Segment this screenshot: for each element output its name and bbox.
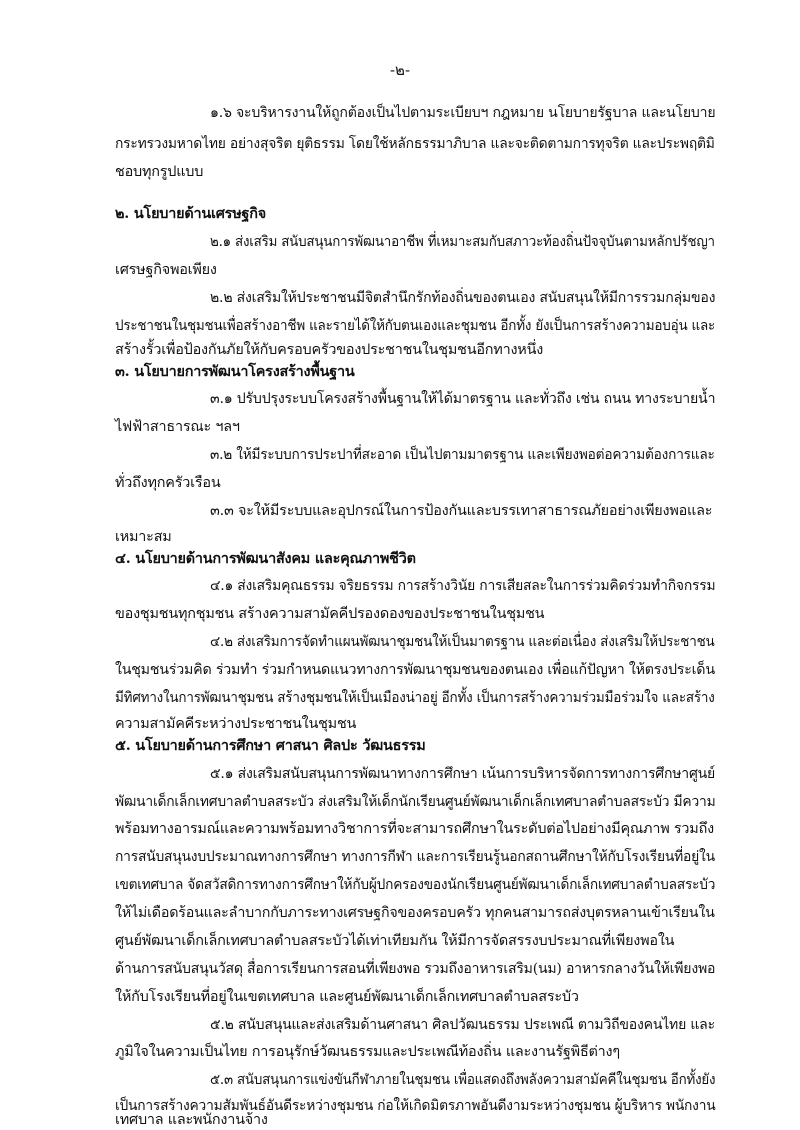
para-1-6-line-2: กระทรวงมหาดไทย อย่างสุจริต ยุติธรรม โดยใช้หลักธรรมาภิบาล และจะติดตามการทุจริต และประพฤติมิ: [115, 136, 715, 152]
para-4-2-line-1: ๔.๒ ส่งเสริมการจัดทำแผนพัฒนาชุมชนให้เป็นมาตรฐาน และต่อเนื่อง ส่งเสริมให้ประชาชน: [210, 634, 715, 650]
heading-infrastructure-policy: ๓. นโยบายการพัฒนาโครงสร้างพื้นฐาน: [115, 363, 355, 380]
para-4-1-line-2: ของชุมชนทุกชุมชน สร้างความสามัคคีปรองดองของประชาชนในชุมชน: [115, 606, 545, 622]
para-5-1-line-8: ด้านการสนับสนุนวัสดุ สื่อการเรียนการสอนที่เพียงพอ รวมถึงอาหารเสริม(นม) อาหารกลางวันให้เพียงพอ: [115, 961, 716, 977]
heading-social-policy: ๔. นโยบายด้านการพัฒนาสังคม และคุณภาพชีวิต: [115, 550, 416, 567]
para-2-2-line-1: ๒.๒ ส่งเสริมให้ประชาชนมีจิตสำนึกรักท้องถิ่นของตนเอง สนับสนุนให้มีการรวมกลุ่มของ: [210, 290, 716, 306]
para-3-2-line-1: ๓.๒ ให้มีระบบการประปาที่สะอาด เป็นไปตามมาตรฐาน และเพียงพอต่อความต้องการและ: [210, 447, 715, 463]
para-5-1-line-6: ให้ไม่เดือดร้อนและลำบากกับภาระทางเศรษฐกิจของครอบครัว ทุกคนสามารถส่งบุตรหลานเข้าเรียนใน: [115, 905, 715, 921]
para-3-1-line-2: ไฟฟ้าสาธารณะ ฯลฯ: [115, 419, 240, 435]
para-5-2-line-2: ภูมิใจในความเป็นไทย การอนุรักษ์วัฒนธรรมและประเพณีท้องถิ่น และงานรัฐพิธีต่างๆ: [115, 1044, 620, 1060]
para-5-1-line-9: ให้กับโรงเรียนที่อยู่ในเขตเทศบาล และศูนย์พัฒนาเด็กเล็กเทศบาลตำบลสระบัว: [115, 989, 579, 1005]
para-4-2-line-2: ในชุมชนร่วมคิด ร่วมทำ ร่วมกำหนดแนวทางการพัฒนาชุมชนของตนเอง เพื่อแก้ปัญหา ให้ตรงประเด็น: [115, 662, 715, 678]
para-3-1-line-1: ๓.๑ ปรับปรุงระบบโครงสร้างพื้นฐานให้ได้มาตรฐาน และทั่วถึง เช่น ถนน ทางระบายน้ำ: [210, 391, 716, 407]
para-5-1-line-7: ศูนย์พัฒนาเด็กเล็กเทศบาลตำบลสระบัวได้เท่าเทียมกัน ให้มีการจัดสรรงบประมาณที่เพียงพอใน: [115, 933, 675, 949]
para-5-3-line-2: เป็นการสร้างความสัมพันธ์อันดีระหว่างชุมชน ก่อให้เกิดมิตรภาพอันดีงามระหว่างชุมชน ผู้บริหาร พนักงาน: [115, 1098, 716, 1114]
para-5-1-line-4: การสนับสนุนงบประมาณทางการศึกษา ทางการกีฬา และการเรียนรู้นอกสถานศึกษาให้กับโรงเรียนที่อยู่ใน: [115, 849, 715, 865]
heading-education-policy: ๕. นโยบายด้านการศึกษา ศาสนา ศิลปะ วัฒนธรรม: [115, 737, 426, 754]
para-1-6-line-1: ๑.๖ จะบริหารงานให้ถูกต้องเป็นไปตามระเบียบฯ กฎหมาย นโยบายรัฐบาล และนโยบาย: [210, 105, 716, 121]
para-2-1-line-2: เศรษฐกิจพอเพียง: [115, 262, 217, 278]
para-4-2-line-3: มีทิศทางในการพัฒนาชุมชน สร้างชุมชนให้เป็นเมืองน่าอยู่ อีกทั้ง เป็นการสร้างความร่วมมือร่วมใจ และสร้าง: [115, 690, 715, 706]
para-5-1-line-5: เขตเทศบาล จัดสวัสดิการทางการศึกษาให้กับผู้ปกครองของนักเรียนศูนย์พัฒนาเด็กเล็กเทศบาลตำบลสระบัว: [115, 877, 716, 893]
heading-economic-policy: ๒. นโยบายด้านเศรษฐกิจ: [115, 205, 266, 222]
para-3-2-line-2: ทั่วถึงทุกครัวเรือน: [115, 475, 221, 491]
para-2-1-line-1: ๒.๑ ส่งเสริม สนับสนุนการพัฒนาอาชีพ ที่เหมาะสมกับสภาวะท้องถิ่นปัจจุบันตามหลักปรัชญา: [210, 234, 715, 250]
para-2-2-line-3: สร้างรั้วเพื่อป้องกันภัยให้กับครอบครัวของประชาชนในชุมชนอีกทางหนึ่ง: [115, 342, 544, 358]
para-4-1-line-1: ๔.๑ ส่งเสริมคุณธรรม จริยธรรม การสร้างวินัย การเสียสละในการร่วมคิดร่วมทำกิจกรรม: [210, 578, 716, 594]
para-4-2-line-4: ความสามัคคีระหว่างประชาชนในชุมชน: [115, 716, 357, 732]
para-3-3-line-1: ๓.๓ จะให้มีระบบและอุปกรณ์ในการป้องกันและบรรเทาสาธารณภัยอย่างเพียงพอและ: [210, 503, 713, 519]
para-5-1-line-2: พัฒนาเด็กเล็กเทศบาลตำบลสระบัว ส่งเสริมให้เด็กนักเรียนศูนย์พัฒนาเด็กเล็กเทศบาลตำบลสระบัว มีความ: [115, 794, 716, 810]
para-5-2-line-1: ๕.๒ สนับสนุนและส่งเสริมด้านศาสนา ศิลปวัฒนธรรม ประเพณี ตามวิถีของคนไทย และ: [210, 1017, 715, 1033]
para-5-3-line-1: ๕.๓ สนับสนุนการแข่งขันกีฬาภายในชุมชน เพื่อแสดงถึงพลังความสามัคคีในชุมชน อีกทั้งยัง: [210, 1072, 716, 1088]
para-3-3-line-2: เหมาะสม: [115, 529, 172, 545]
para-1-6-line-3: ชอบทุกรูปแบบ: [115, 164, 204, 180]
page-number: -๒-: [389, 61, 411, 79]
para-5-3-line-3: เทศบาล และพนักงานจ้าง: [115, 1112, 268, 1128]
para-5-1-line-1: ๕.๑ ส่งเสริมสนับสนุนการพัฒนาทางการศึกษา เน้นการบริหารจัดการทางการศึกษาศูนย์: [210, 766, 716, 782]
para-2-2-line-2: ประชาชนในชุมชนเพื่อสร้างอาชีพ และรายได้ให้กับตนเองและชุมชน อีกทั้ง ยังเป็นการสร้างความอบอุ่น และ: [115, 318, 716, 334]
para-5-1-line-3: พร้อมทางอารมณ์และความพร้อมทางวิชาการที่จะสามารถศึกษาในระดับต่อไปอย่างมีคุณภาพ รวมถึง: [115, 821, 714, 837]
